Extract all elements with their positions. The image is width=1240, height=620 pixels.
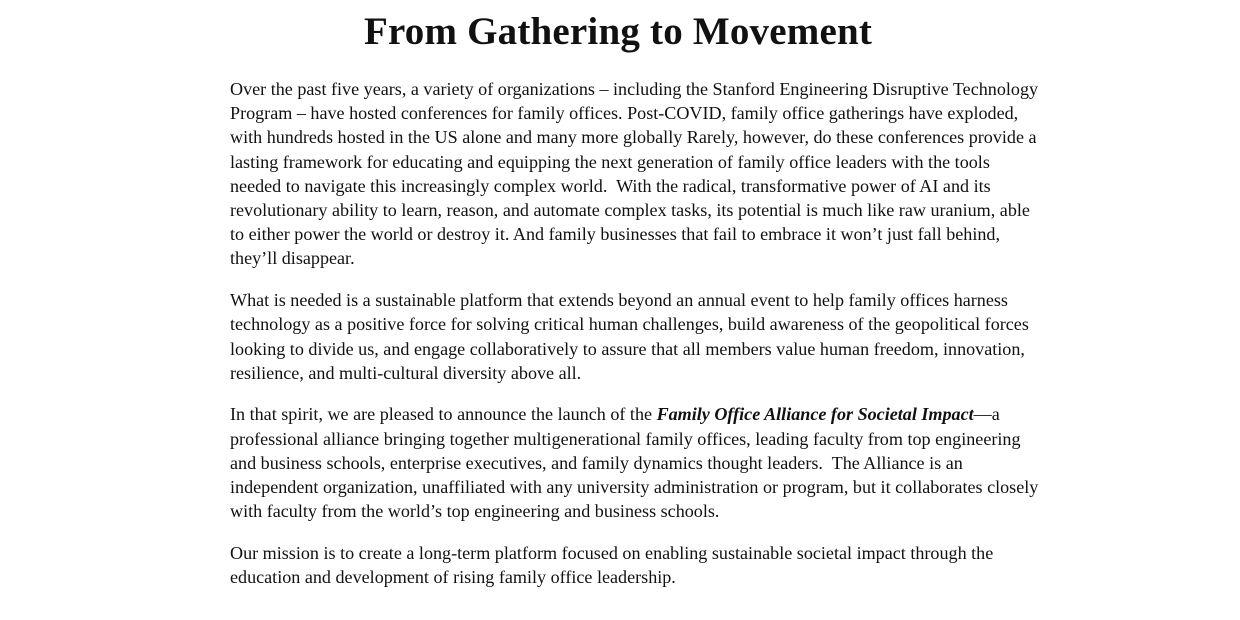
page-title: From Gathering to Movement xyxy=(363,10,873,53)
text-line: needed to navigate this increasingly complex world. With the radical, transformative power of AI and its xyxy=(230,175,991,196)
paragraph-mission xyxy=(230,541,1020,589)
text-line: technology as a positive force for solving critical human challenges, build awareness of the geopolitical forces xyxy=(230,314,1029,335)
alliance-name: Family Office Alliance for Societal Impact xyxy=(656,404,974,425)
paragraph-intro xyxy=(230,77,1039,271)
text-line: and business schools, enterprise executives, and family dynamics thought leaders. The Alliance is an xyxy=(230,452,963,473)
text-line: with hundreds hosted in the US alone and many more globally Rarely, however, do these conferences provide a xyxy=(230,127,1037,148)
text-line: to either power the world or destroy it. And family businesses that fail to embrace it won’t just fall behind, xyxy=(230,224,1000,245)
text-line: Over the past five years, a variety of organizations – including the Stanford Engineering Disruptive Technology xyxy=(230,79,1039,99)
text-line: they’ll disappear. xyxy=(230,248,355,269)
text-line: looking to divide us, and engage collaboratively to assure that all members value human freedom, innovation, xyxy=(230,338,1025,359)
text-line: independent organization, unaffiliated with any university administration or program, but it collaborates closely xyxy=(230,477,1039,498)
text-fragment: In that spirit, we are pleased to announce the launch of the xyxy=(230,404,657,425)
text-line: What is needed is a sustainable platform that extends beyond an annual event to help family offices harness xyxy=(230,290,1008,311)
text-fragment: —a xyxy=(973,404,1000,425)
paragraph-announcement xyxy=(230,402,1039,523)
text-line: with faculty from the world’s top engineering and business schools. xyxy=(230,501,720,522)
text-line: revolutionary ability to learn, reason, and automate complex tasks, its potential is much like raw uranium, able xyxy=(230,200,1030,221)
text-line: resilience, and multi-cultural diversity above all. xyxy=(230,362,582,383)
text-line: Our mission is to create a long-term platform focused on enabling sustainable societal impact through the xyxy=(230,542,994,563)
text-line: professional alliance bringing together multigenerational family offices, leading faculty from top engineering xyxy=(230,428,1021,449)
text-line: education and development of rising family office leadership. xyxy=(230,567,676,588)
text-line xyxy=(230,402,1020,426)
paragraph-need xyxy=(230,288,1029,385)
text-line: Program – have hosted conferences for family offices. Post-COVID, family office gatherings have exploded, xyxy=(230,103,1019,124)
text-line: lasting framework for educating and equipping the next generation of family office leaders with the tools xyxy=(230,151,990,172)
document-body xyxy=(230,77,1039,607)
